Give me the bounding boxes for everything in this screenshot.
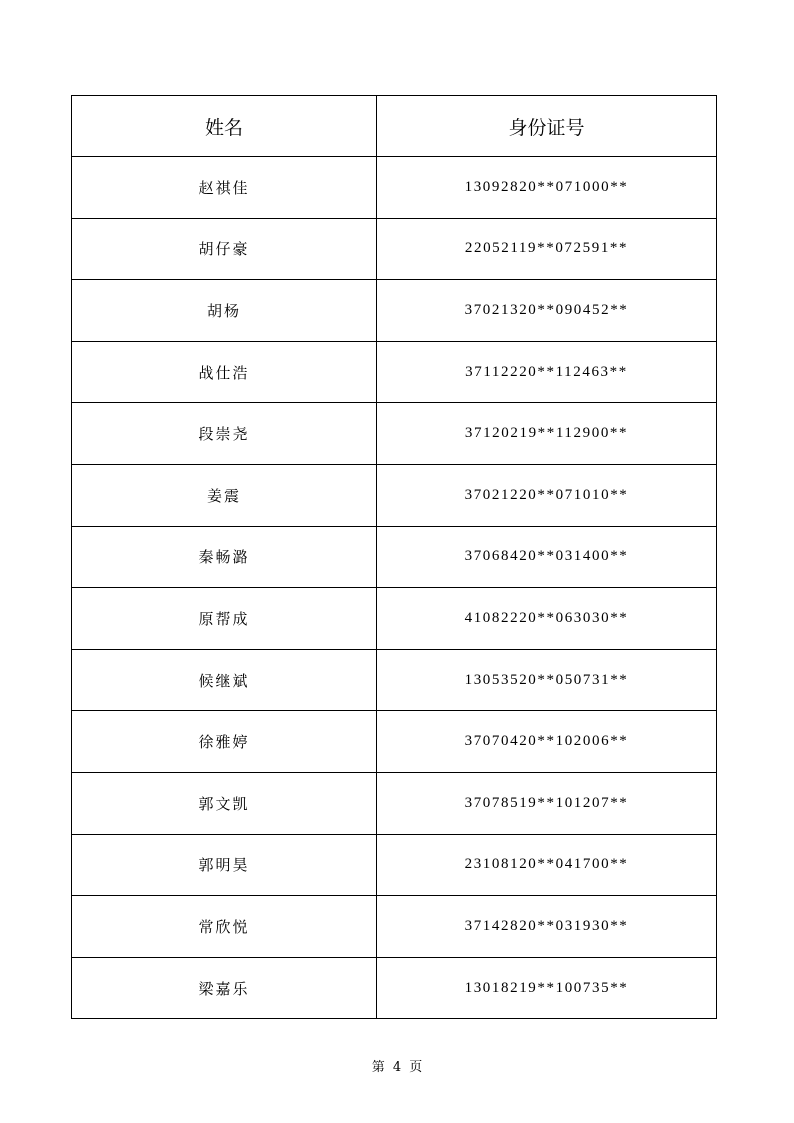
id-number-cell: 37142820**031930** bbox=[377, 896, 717, 958]
table-row bbox=[72, 834, 717, 896]
id-number-cell: 37070420**102006** bbox=[377, 711, 717, 773]
name-cell: 候继斌 bbox=[72, 649, 377, 711]
name-cell: 常欣悦 bbox=[72, 896, 377, 958]
table-header-row bbox=[72, 96, 717, 157]
name-cell: 郭文凯 bbox=[72, 772, 377, 834]
table-row bbox=[72, 280, 717, 342]
name-cell: 胡仔豪 bbox=[72, 218, 377, 280]
name-cell: 徐雅婷 bbox=[72, 711, 377, 773]
page-prefix: 第 bbox=[371, 1060, 385, 1075]
name-cell: 郭明昊 bbox=[72, 834, 377, 896]
id-number-cell: 23108120**041700** bbox=[377, 834, 717, 896]
table-row bbox=[72, 341, 717, 403]
id-number-cell: 37112220**112463** bbox=[377, 341, 717, 403]
id-number-cell: 37021220**071010** bbox=[377, 464, 717, 526]
table-row bbox=[72, 218, 717, 280]
table-row bbox=[72, 896, 717, 958]
name-cell: 姜震 bbox=[72, 464, 377, 526]
name-cell: 赵祺佳 bbox=[72, 157, 377, 219]
name-cell: 原帮成 bbox=[72, 588, 377, 650]
page-footer bbox=[0, 1056, 794, 1075]
id-number-cell: 37120219**112900** bbox=[377, 403, 717, 465]
header-name: 姓名 bbox=[72, 96, 377, 157]
id-number-cell: 37021320**090452** bbox=[377, 280, 717, 342]
table-row bbox=[72, 772, 717, 834]
table-row bbox=[72, 711, 717, 773]
id-number-cell: 41082220**063030** bbox=[377, 588, 717, 650]
id-number-cell: 13092820**071000** bbox=[377, 157, 717, 219]
header-id-number: 身份证号 bbox=[377, 96, 717, 157]
roster-table bbox=[71, 95, 717, 1019]
table-row bbox=[72, 464, 717, 526]
id-number-cell: 13018219**100735** bbox=[377, 957, 717, 1019]
name-cell: 梁嘉乐 bbox=[72, 957, 377, 1019]
name-cell: 秦畅潞 bbox=[72, 526, 377, 588]
table-row bbox=[72, 526, 717, 588]
table-row bbox=[72, 957, 717, 1019]
id-number-cell: 37078519**101207** bbox=[377, 772, 717, 834]
name-cell: 战仕浩 bbox=[72, 341, 377, 403]
table-row bbox=[72, 588, 717, 650]
id-number-cell: 22052119**072591** bbox=[377, 218, 717, 280]
table-row bbox=[72, 649, 717, 711]
name-cell: 段崇尧 bbox=[72, 403, 377, 465]
page-number: 4 bbox=[392, 1060, 402, 1075]
id-number-cell: 37068420**031400** bbox=[377, 526, 717, 588]
table-row bbox=[72, 403, 717, 465]
table-row bbox=[72, 157, 717, 219]
id-number-cell: 13053520**050731** bbox=[377, 649, 717, 711]
name-cell: 胡杨 bbox=[72, 280, 377, 342]
page-suffix: 页 bbox=[409, 1060, 423, 1075]
